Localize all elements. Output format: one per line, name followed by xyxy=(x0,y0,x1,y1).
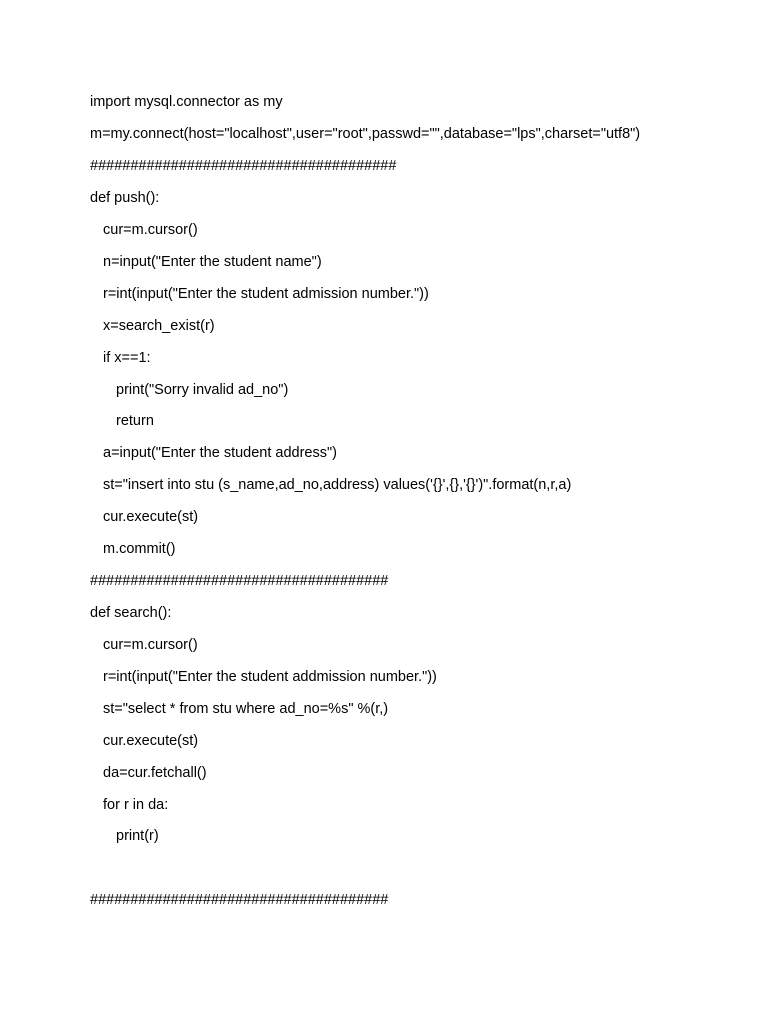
code-line: st="select * from stu where ad_no=%s" %(r,) xyxy=(103,701,389,717)
code-line: n=input("Enter the student name") xyxy=(103,254,322,270)
code-line: r=int(input("Enter the student addmission number.")) xyxy=(103,669,437,685)
code-line: return xyxy=(116,413,154,429)
code-line-separator: ##################################### xyxy=(90,892,389,908)
code-line-separator: ###################################### xyxy=(90,158,397,174)
code-line: print(r) xyxy=(116,828,159,844)
code-line-separator: ##################################### xyxy=(90,573,389,589)
code-line: r=int(input("Enter the student admission number.")) xyxy=(103,286,429,302)
code-line-connect: m=my.connect(host="localhost",user="root",passwd="",database="lps",charset="utf8") xyxy=(90,126,641,142)
code-line-import: import mysql.connector as my xyxy=(90,94,283,110)
code-line-def-search: def search(): xyxy=(90,605,172,621)
code-line: st="insert into stu (s_name,ad_no,address) values('{}',{},'{}')".format(n,r,a) xyxy=(103,477,572,493)
code-line: m.commit() xyxy=(103,541,176,557)
code-line: da=cur.fetchall() xyxy=(103,765,207,781)
code-line: a=input("Enter the student address") xyxy=(103,445,337,461)
code-line: cur=m.cursor() xyxy=(103,222,198,238)
code-line: cur.execute(st) xyxy=(103,733,199,749)
code-line: x=search_exist(r) xyxy=(103,318,215,334)
code-line: for r in da: xyxy=(103,797,169,813)
code-line: print("Sorry invalid ad_no") xyxy=(116,382,289,398)
code-line: cur.execute(st) xyxy=(103,509,199,525)
code-line: if x==1: xyxy=(103,350,151,366)
code-line-def-push: def push(): xyxy=(90,190,160,206)
code-line: cur=m.cursor() xyxy=(103,637,198,653)
